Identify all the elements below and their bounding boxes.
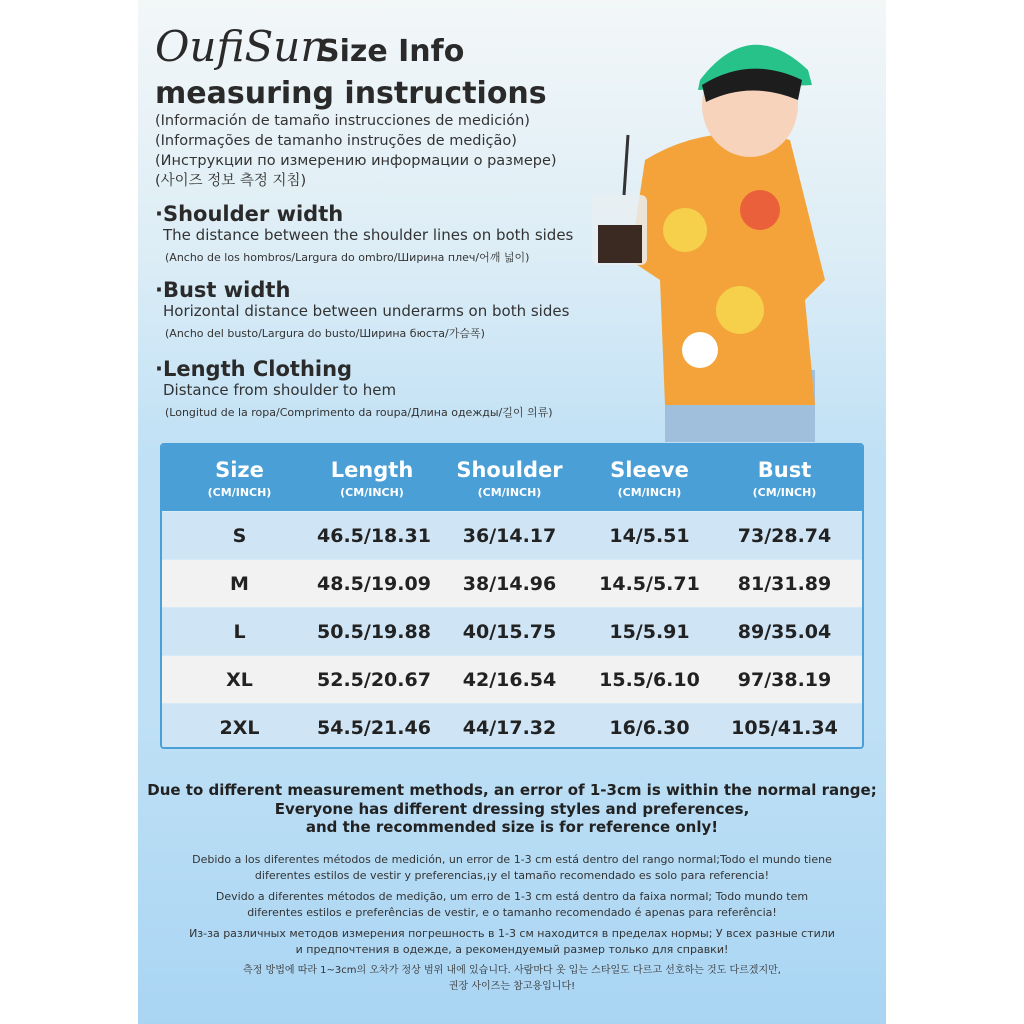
size-cell: M xyxy=(230,572,249,595)
table-row xyxy=(162,704,862,749)
size-cell: S xyxy=(232,524,247,547)
note-line: 측정 방법에 따라 1~3cm의 오차가 정상 범위 내에 있습니다. 사람마다 옷 입는 스타일도 다르고 선호하는 것도 다르겠지만, xyxy=(243,965,781,976)
note-line: Debido a los diferentes métodos de medición, un error de 1-3 cm está dentro del rango normal;Todo el mundo tiene xyxy=(192,853,832,866)
table-row xyxy=(162,656,862,703)
note-english xyxy=(138,781,886,837)
value-cell: 48.5/19.09 xyxy=(317,572,431,595)
note-line: diferentes estilos de vestir y preferencias,¡y el tamaño recomendado es solo para referencia! xyxy=(254,869,770,882)
size-table xyxy=(160,443,864,749)
note-russian xyxy=(138,926,886,958)
child-model-photo xyxy=(590,10,830,442)
measure-desc: Horizontal distance between underarms on both sides xyxy=(163,302,570,320)
subtitle-ko: (사이즈 정보 측정 지침) xyxy=(155,173,307,189)
value-cell: 36/14.17 xyxy=(462,524,557,547)
note-spanish xyxy=(138,852,886,884)
note-line: Due to different measurement methods, an error of 1-3cm is within the normal range; xyxy=(147,781,877,799)
measure-trans: (Ancho de los hombros/Largura do ombro/Ширина плеч/어깨 넓이) xyxy=(165,251,530,264)
note-line: Из-за различных методов измерения погрешность в 1-3 см находится в пределах нормы; У всех разные стили xyxy=(189,927,835,940)
value-cell: 15.5/6.10 xyxy=(599,668,700,691)
table-row xyxy=(162,608,862,655)
value-cell: 42/16.54 xyxy=(462,668,557,691)
note-korean xyxy=(138,963,886,995)
measure-heading: ·Shoulder width xyxy=(155,202,344,226)
value-cell: 89/35.04 xyxy=(737,620,832,643)
patterned-shirt xyxy=(630,133,825,405)
value-cell: 54.5/21.46 xyxy=(317,716,431,739)
size-cell: 2XL xyxy=(219,716,260,739)
measure-shoulder xyxy=(155,202,573,265)
measure-bust xyxy=(155,278,569,341)
value-cell: 97/38.19 xyxy=(737,668,832,691)
value-cell: 14/5.51 xyxy=(609,524,690,547)
measure-heading: ·Bust width xyxy=(155,278,291,302)
value-cell: 38/14.96 xyxy=(462,572,557,595)
title-size-info: Size Info xyxy=(318,34,465,69)
value-cell: 15/5.91 xyxy=(609,620,690,643)
measure-desc: Distance from shoulder to hem xyxy=(163,381,397,399)
title-measuring-instructions: measuring instructions xyxy=(155,76,547,111)
value-cell: 81/31.89 xyxy=(737,572,832,595)
table-header-row xyxy=(162,445,862,511)
value-cell: 105/41.34 xyxy=(731,716,838,739)
measure-trans: (Ancho del busto/Largura do busto/Ширина бюста/가슴폭) xyxy=(165,327,485,340)
brand-logo: OufiSun xyxy=(155,22,328,71)
value-cell: 46.5/18.31 xyxy=(317,524,431,547)
measure-trans: (Longitud de la ropa/Comprimento da roupa/Длина одежды/길이 의류) xyxy=(165,406,553,419)
note-line: и предпочтения в одежде, а рекомендуемый размер только для справки! xyxy=(295,943,729,956)
size-cell: L xyxy=(233,620,246,643)
subtitle-pt: (Informações de tamanho instruções de medição) xyxy=(155,133,517,149)
table-row xyxy=(162,512,862,559)
note-line: 권장 사이즈는 참고용입니다! xyxy=(448,981,576,992)
note-line: Everyone has different dressing styles and preferences, xyxy=(274,799,750,818)
value-cell: 14.5/5.71 xyxy=(599,572,700,595)
size-cell: XL xyxy=(226,668,253,691)
measure-desc: The distance between the shoulder lines on both sides xyxy=(163,226,574,244)
note-line: and the recommended size is for reference only! xyxy=(305,818,719,836)
value-cell: 40/15.75 xyxy=(462,620,557,643)
col-bust: Bust (CM/INCH) xyxy=(752,457,817,499)
note-line: diferentes estilos e preferências de vestir, e o tamanho recomendado é apenas para referência! xyxy=(247,906,777,919)
value-cell: 50.5/19.88 xyxy=(317,620,431,643)
subtitle-es: (Información de tamaño instrucciones de medición) xyxy=(155,113,530,129)
col-sleeve: Sleeve (CM/INCH) xyxy=(610,457,689,499)
table-row xyxy=(162,560,862,607)
col-shoulder: Shoulder (CM/INCH) xyxy=(456,457,563,499)
value-cell: 73/28.74 xyxy=(737,524,832,547)
subtitles xyxy=(155,111,557,191)
value-cell: 16/6.30 xyxy=(609,716,690,739)
note-portuguese xyxy=(138,889,886,921)
measure-length xyxy=(155,357,553,420)
col-size: Size (CM/INCH) xyxy=(207,457,272,499)
measure-heading: ·Length Clothing xyxy=(155,357,353,381)
value-cell: 52.5/20.67 xyxy=(317,668,431,691)
col-length: Length (CM/INCH) xyxy=(330,457,414,499)
note-line: Devido a diferentes métodos de medição, um erro de 1-3 cm está dentro da faixa normal; Todo mundo tem xyxy=(215,890,809,903)
subtitle-ru: (Инструкции по измерению информации о размере) xyxy=(155,153,557,169)
value-cell: 44/17.32 xyxy=(462,716,557,739)
